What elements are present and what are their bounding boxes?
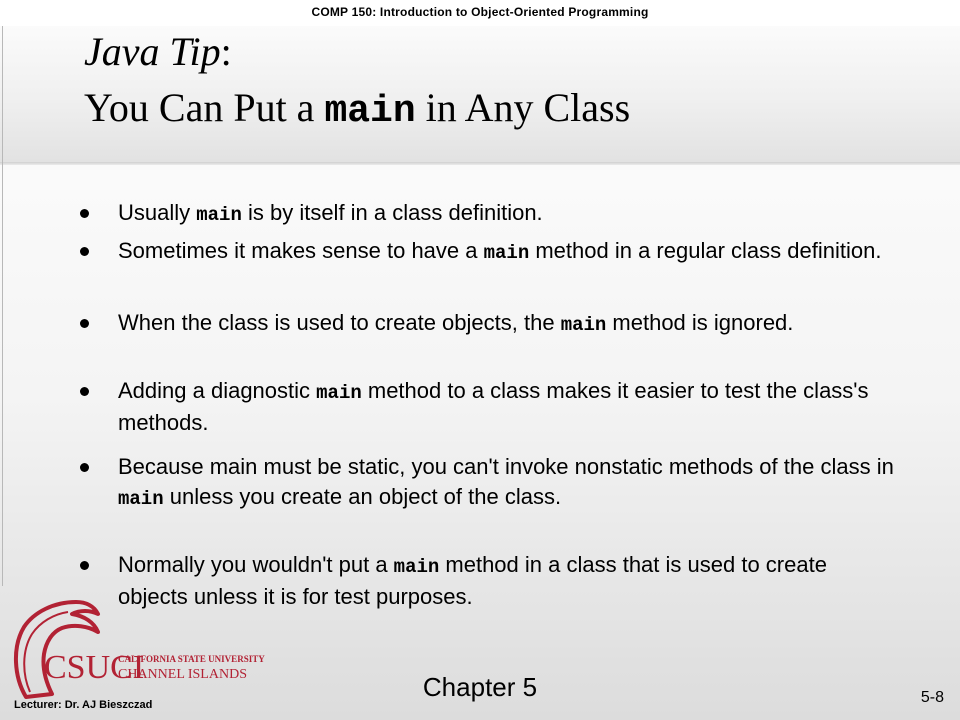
bullet-dot-icon <box>80 561 89 570</box>
title-band-divider <box>0 162 960 165</box>
code-main: main <box>118 488 164 510</box>
bullet-item: When the class is used to create objects, the main method is ignored. <box>118 308 898 340</box>
title-code-main: main <box>324 90 416 133</box>
code-main: main <box>196 204 242 226</box>
title-colon: : <box>220 29 232 74</box>
code-main: main <box>316 382 362 404</box>
code-main: main <box>560 314 607 336</box>
bullet-dot-icon <box>80 463 89 472</box>
logo-monogram: CSUCI <box>44 649 145 686</box>
course-title: COMP 150: Introduction to Object-Oriented Programming <box>311 5 649 19</box>
title-java-tip: Java Tip <box>84 29 221 74</box>
bullet-item: Usually main is by itself in a class definition. <box>118 198 898 230</box>
bullet-item: Adding a diagnostic main method to a class makes it easier to test the class's methods. <box>118 376 898 438</box>
logo-line1: CALIFORNIA STATE UNIVERSITY <box>118 654 265 664</box>
title-text-pre: You Can Put a <box>84 85 325 130</box>
bullet-dot-icon <box>80 319 89 328</box>
bullet-item: Sometimes it makes sense to have a main method in a regular class definition. <box>118 236 898 268</box>
code-main: main <box>393 556 440 578</box>
logo-line2: CHANNEL ISLANDS <box>118 667 247 682</box>
code-main: main <box>483 242 530 264</box>
slide-number: 5-8 <box>920 689 944 706</box>
bullet-dot-icon <box>80 387 89 396</box>
lecturer-credit: Lecturer: Dr. AJ Bieszczad <box>14 699 153 711</box>
chapter-label: Chapter 5 <box>422 672 538 702</box>
bullet-dot-icon <box>80 247 89 256</box>
slide-title-line2 <box>84 84 630 133</box>
title-text-post: in Any Class <box>415 85 631 130</box>
slide-title-line1 <box>84 28 232 75</box>
bullet-dot-icon <box>80 209 89 218</box>
bullet-item: Normally you wouldn't put a main method in a class that is used to create objects unless it is for test purposes. <box>118 550 898 612</box>
bullet-item: Because main must be static, you can't invoke nonstatic methods of the class in main unless you create an object of the class. <box>118 452 898 514</box>
left-margin-rule <box>2 26 3 586</box>
